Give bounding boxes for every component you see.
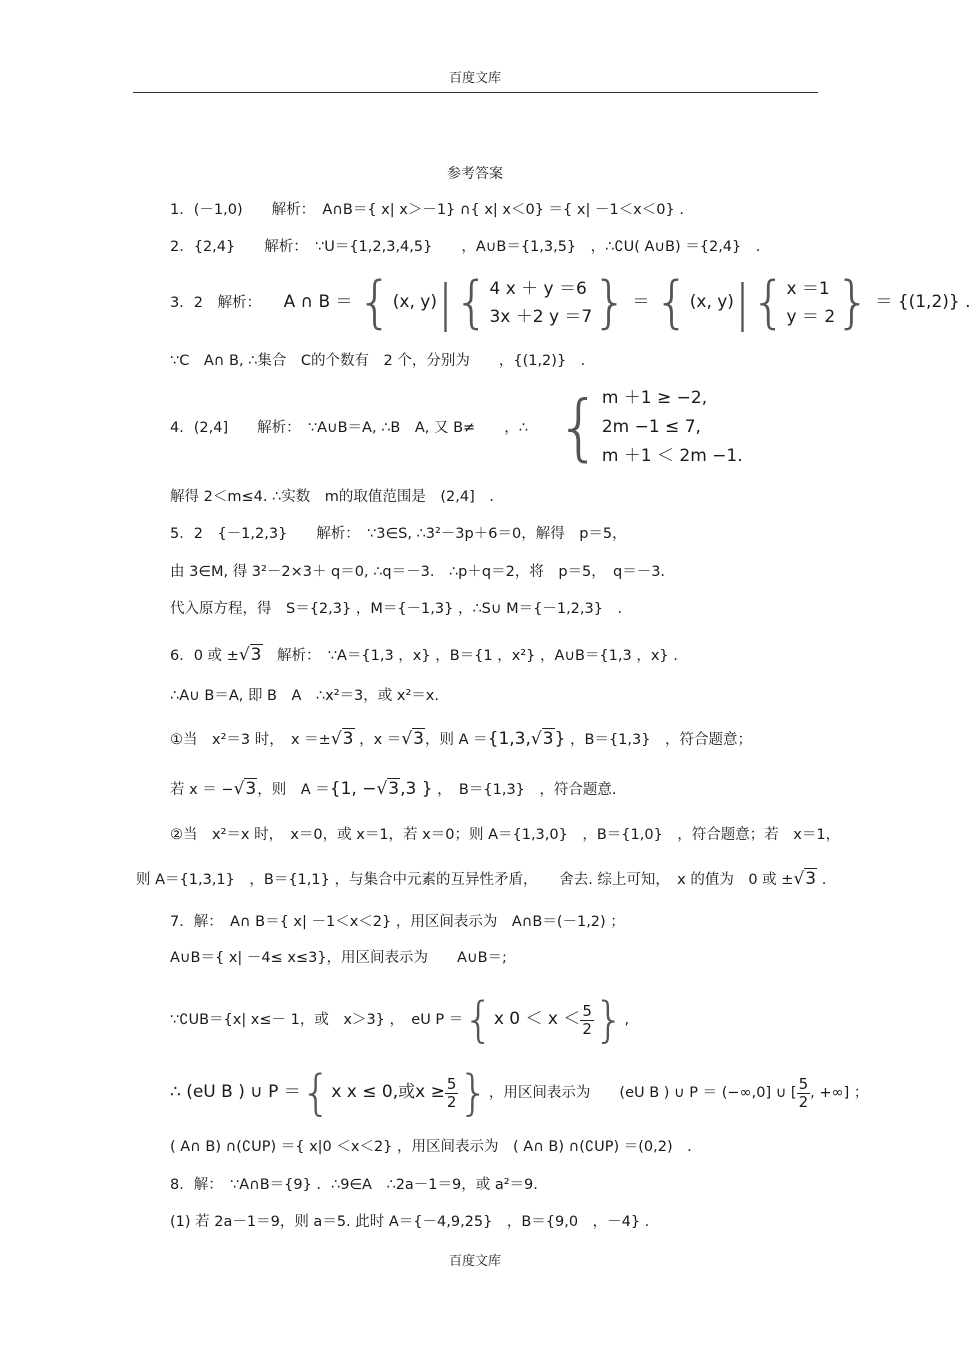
answer-7-line2: A∪B＝{ x| －4≤ x≤3}，用区间表示为 A∪B＝; — [170, 950, 507, 966]
answer-3-result: ＝ {(1,2)} . — [875, 292, 971, 312]
answer-3-set2: (x, y) — [689, 292, 734, 312]
answer-6-case1 — [170, 729, 752, 750]
answer-3 — [170, 272, 971, 333]
sqrt-radicand: 3 — [542, 729, 554, 749]
ineq-2: 2m −1 ≤ 7, — [601, 416, 701, 437]
system-1-eq2: 3x ＋2 y ＝7 — [489, 307, 593, 327]
sqrt-radicand: 3 — [388, 779, 400, 799]
set-body: x x ≤ 0,或x ≥ — [331, 1082, 445, 1102]
answer-5-line3: 代入原方程，得 S＝{2,3} ，M＝{－1,3} ，∴S∪ M＝{－1,2,3} . — [170, 601, 623, 617]
set-a-close: } — [554, 729, 566, 749]
ineq-1: m ＋1 ≥ −2, — [601, 387, 708, 408]
line4-mid: ，用区间表示为 (eU B ) ∪ P ＝ (−∞,0] ∪ [ — [488, 1085, 797, 1101]
sqrt-radicand: 3 — [245, 779, 257, 799]
case1b-post: ， B＝{1,3} ，符合题意. — [432, 782, 617, 798]
page-header: 百度文库 — [448, 71, 501, 86]
answer-5-line2: 由 3∈M, 得 3²－2×3＋ q＝0, ∴q＝－3. ∴p＋q＝2，将 p＝5， q＝－3. — [170, 564, 666, 580]
system-2-eq2: y ＝ 2 — [786, 307, 836, 327]
answer-6-prefix: 6．0 或 ± — [170, 648, 239, 664]
answer-7-line4 — [170, 1065, 868, 1121]
left-brace: { — [556, 385, 602, 469]
answer-6-line2: ∴A∪ B＝A, 即 B A ∴x²＝3，或 x²＝x. — [170, 688, 439, 704]
right-brace: } — [835, 270, 871, 335]
denominator: 2 — [798, 1092, 809, 1111]
left-brace: { — [357, 270, 393, 335]
answer-4-system — [556, 382, 743, 472]
line4-prefix: ∴ (eU B ) ∪ P ＝ — [170, 1082, 301, 1102]
sqrt-radicand: 3 — [250, 645, 262, 665]
answer-4: 4．(2,4] 解析： ∵A∪B＝A, ∴B A, 又 B≠ ，∴ — [170, 420, 528, 436]
system-1 — [489, 275, 592, 331]
header-rule — [133, 92, 818, 93]
fraction — [797, 1076, 811, 1111]
sqrt-icon: √ — [238, 645, 250, 665]
answer-8-line2: (1) 若 2a－1＝9，则 a＝5. 此时 A＝{－4,9,25} ，B＝{9,0 ，－4} . — [170, 1214, 650, 1230]
sqrt-icon: √ — [376, 779, 388, 799]
page-footer: 百度文库 — [448, 1254, 501, 1269]
case1-prefix: ①当 x²＝3 时， x ＝± — [170, 732, 331, 748]
answer-7: 7．解： A∩ B＝{ x| －1＜x＜2} ，用区间表示为 A∩B＝(－1,2) ； — [170, 914, 625, 930]
line3-post: , — [624, 1012, 630, 1028]
bar: | — [733, 274, 751, 332]
case1b-prefix: 若 x ＝ − — [170, 782, 234, 798]
inequality-system — [602, 384, 743, 471]
line3-prefix: ∵∁UB＝{x| x≤－ 1，或 x＞3} ， eU P ＝ — [170, 1012, 464, 1028]
sqrt-icon: √ — [793, 869, 805, 889]
numerator: 5 — [446, 1074, 457, 1093]
answer-4-result: 解得 2＜m≤4. ∴实数 m的取值范围是 (2,4] . — [170, 489, 494, 505]
numerator: 5 — [582, 1001, 592, 1020]
sqrt-icon: √ — [530, 729, 542, 749]
answer-5: 5．2 {－1,2,3} 解析： ∵3∈S, ∴3²－3p＋6＝0，解得 p＝5， — [170, 526, 627, 542]
left-brace: { — [300, 1065, 332, 1121]
case1-post: ，B＝{1,3} ，符合题意； — [565, 732, 752, 748]
left-brace: { — [463, 992, 494, 1048]
case1b-mid: ，则 A ＝ — [257, 782, 330, 798]
conclusion-post: . — [817, 872, 827, 888]
system-1-eq1: 4 x ＋ y ＝6 — [489, 279, 587, 299]
right-brace: } — [592, 270, 628, 335]
fraction — [445, 1076, 459, 1111]
set-a-close: ,3 } — [400, 779, 433, 799]
answer-6-conclusion — [136, 869, 826, 890]
sqrt-radicand: 3 — [342, 729, 354, 749]
answer-6-case2: ②当 x²＝x 时， x＝0，或 x＝1，若 x＝0；则 A＝{1,3,0} ，B＝{1,0} ，符合题意；若 x＝1， — [170, 827, 841, 843]
answer-6 — [170, 645, 678, 666]
denominator: 2 — [446, 1092, 457, 1111]
case1-mid2: ，则 A ＝ — [424, 732, 488, 748]
sqrt-icon: √ — [401, 729, 413, 749]
right-brace: } — [458, 1065, 489, 1121]
system-2-eq1: x ＝1 — [786, 279, 830, 299]
sqrt-radicand: 3 — [413, 729, 424, 749]
answer-3-note: ∵C A∩ B, ∴集合 C的个数有 2 个，分别为 ，{(1,2)} . — [170, 353, 586, 369]
bar: | — [436, 274, 454, 332]
answer-7-line3 — [170, 992, 629, 1048]
left-brace: { — [453, 270, 490, 335]
answer-3-intersection: A ∩ B ＝ — [283, 292, 353, 312]
fraction — [580, 1003, 594, 1038]
left-brace: { — [654, 270, 690, 335]
ineq-3: m ＋1 ＜ 2m −1. — [601, 445, 743, 466]
answer-7-line5: ( A∩ B) ∩(∁UP) ＝{ x|0 ＜x＜2} ，用区间表示为 ( A∩ B) ∩(∁UP) ＝(0,2) . — [170, 1139, 692, 1155]
denominator: 2 — [582, 1019, 592, 1038]
answer-2: 2．{2,4} 解析： ∵U＝{1,2,3,4,5} ，A∪B＝{1,3,5} ，∴∁U( A∪B) ＝{2,4} . — [170, 239, 761, 255]
case1-mid: ，x ＝ — [354, 732, 402, 748]
conclusion-prefix: 则 A＝{1,3,1} ，B＝{1,1} ，与集合中元素的互异性矛盾， 舍去. 综上可知， x 的值为 0 或 ± — [136, 872, 794, 888]
sqrt-icon: √ — [233, 779, 245, 799]
answer-6-case1b — [170, 779, 617, 800]
system-2 — [786, 275, 835, 331]
answer-3-set1: (x, y) — [392, 292, 437, 312]
numerator: 5 — [798, 1074, 809, 1093]
line4-post: , +∞] ； — [810, 1085, 869, 1101]
left-brace: { — [750, 270, 787, 335]
equals: ＝ — [632, 292, 650, 312]
answer-8: 8．解： ∵A∩B＝{9} ．∴9∈A ∴2a－1＝9，或 a²＝9. — [170, 1177, 538, 1193]
answer-6-body: 解析： ∵A＝{1,3 ，x} ，B＝{1 ，x²} ，A∪B＝{1,3 ，x} . — [262, 648, 678, 664]
answer-3-prefix: 3．2 解析： — [170, 295, 261, 311]
sqrt-radicand: 3 — [805, 869, 817, 889]
sqrt-icon: √ — [330, 729, 342, 749]
answer-1: 1．(－1,0) 解析： A∩B＝{ x| x＞－1} ∩{ x| x＜0} ＝{ x| －1＜x＜0} . — [170, 202, 684, 218]
right-brace: } — [593, 992, 625, 1048]
section-title: 参考答案 — [447, 166, 503, 182]
set-a-open: {1, − — [329, 779, 377, 799]
set-a-open: {1,3, — [487, 729, 531, 749]
set-body: x 0 ＜ x ＜ — [493, 1009, 581, 1029]
